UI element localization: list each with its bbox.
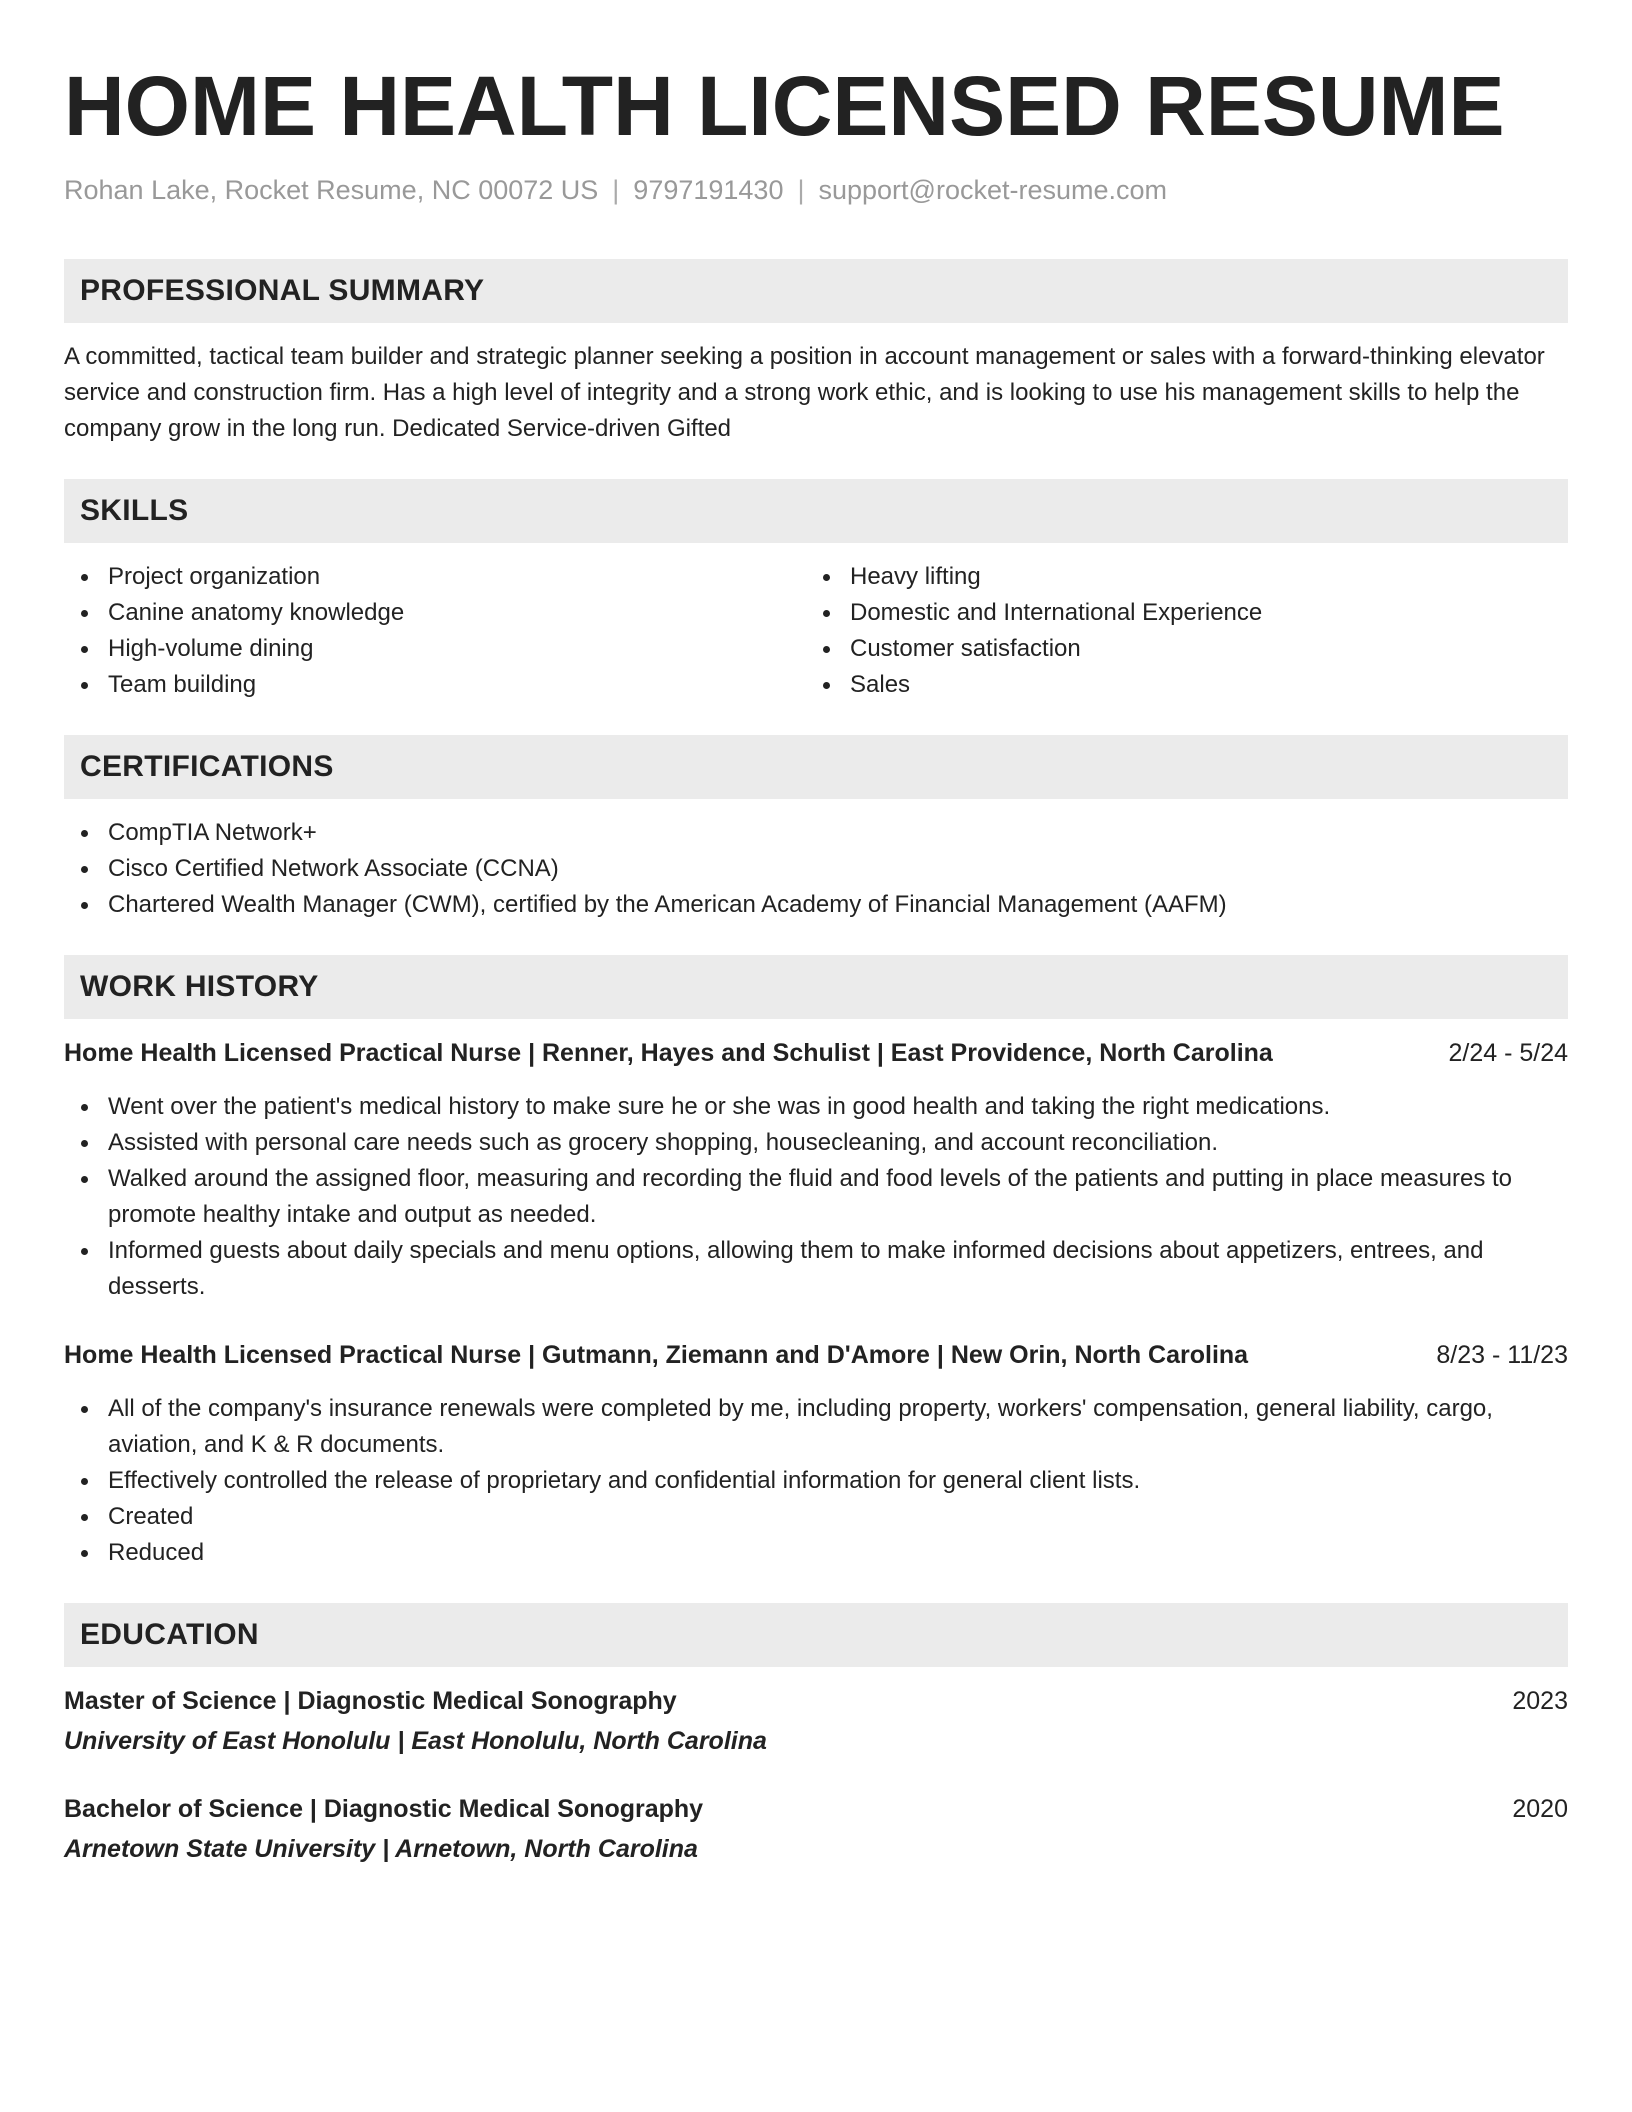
job-title: Home Health Licensed Practical Nurse | Renner, Hayes and Schulist | East Providence, North Carolina — [64, 1039, 1273, 1067]
education-school: University of East Honolulu | East Honolulu, North Carolina — [64, 1727, 767, 1755]
certification-item: Chartered Wealth Manager (CWM), certified by the American Academy of Financial Management (AAFM) — [64, 887, 1568, 923]
skills-column-left — [64, 559, 806, 703]
job-bullets — [64, 1089, 1568, 1305]
job-entry — [64, 1035, 1568, 1305]
resume-page — [64, 0, 1568, 1867]
contact-email: support@rocket-resume.com — [818, 175, 1168, 205]
section-heading-skills: SKILLS — [64, 479, 1568, 543]
job-dates: 8/23 - 11/23 — [1436, 1341, 1568, 1369]
education-year: 2023 — [1512, 1687, 1568, 1715]
skill-item: Customer satisfaction — [806, 631, 1548, 667]
job-bullets — [64, 1391, 1568, 1571]
job-header — [64, 1337, 1568, 1373]
education-school: Arnetown State University | Arnetown, North Carolina — [64, 1835, 698, 1863]
job-bullet: Walked around the assigned floor, measuring and recording the fluid and food levels of the patients and putting in place measures to promote healthy intake and output as needed. — [64, 1161, 1568, 1233]
skills-list — [64, 559, 1568, 703]
skill-item: Canine anatomy knowledge — [64, 595, 806, 631]
contact-line — [64, 172, 1568, 208]
job-bullet: Went over the patient's medical history to make sure he or she was in good health and taking the right medications. — [64, 1089, 1568, 1125]
section-heading-work-history: WORK HISTORY — [64, 955, 1568, 1019]
job-bullet: Informed guests about daily specials and menu options, allowing them to make informed decisions about appetizers, entrees, and desserts. — [64, 1233, 1568, 1305]
summary-text: A committed, tactical team builder and strategic planner seeking a position in account management or sales with a forward-thinking elevator service and construction firm. Has a high level of integrity and a strong work ethic, and is looking to use his management skills to help the company grow in the long run. Dedicated Service-driven Gifted — [64, 343, 1545, 442]
job-bullet: All of the company's insurance renewals were completed by me, including property, workers' compensation, general liability, cargo, aviation, and K & R documents. — [64, 1391, 1568, 1463]
education-degree: Master of Science | Diagnostic Medical Sonography — [64, 1687, 677, 1715]
education-header — [64, 1683, 1568, 1719]
job-header — [64, 1035, 1568, 1071]
job-bullet: Created — [64, 1499, 1568, 1535]
certification-item: Cisco Certified Network Associate (CCNA) — [64, 851, 1568, 887]
job-bullet: Reduced — [64, 1535, 1568, 1571]
certifications-list — [64, 815, 1568, 923]
skill-item: Project organization — [64, 559, 806, 595]
section-heading-certifications: CERTIFICATIONS — [64, 735, 1568, 799]
education-degree: Bachelor of Science | Diagnostic Medical Sonography — [64, 1795, 704, 1823]
job-dates: 2/24 - 5/24 — [1448, 1039, 1568, 1067]
education-header — [64, 1791, 1568, 1827]
contact-separator: | — [797, 175, 805, 205]
skill-item: High-volume dining — [64, 631, 806, 667]
section-heading-education: EDUCATION — [64, 1603, 1568, 1667]
job-title: Home Health Licensed Practical Nurse | Gutmann, Ziemann and D'Amore | New Orin, North Carolina — [64, 1341, 1249, 1369]
contact-phone: 9797191430 — [633, 175, 784, 205]
education-entry — [64, 1683, 1568, 1759]
skill-item: Sales — [806, 667, 1548, 703]
resume-title: HOME HEALTH LICENSED RESUME — [64, 59, 1505, 153]
skill-item: Heavy lifting — [806, 559, 1548, 595]
job-entry — [64, 1337, 1568, 1571]
job-bullet: Assisted with personal care needs such as grocery shopping, housecleaning, and account reconciliation. — [64, 1125, 1568, 1161]
skill-item: Team building — [64, 667, 806, 703]
skills-column-right — [806, 559, 1548, 703]
contact-address: Rohan Lake, Rocket Resume, NC 00072 US — [64, 175, 599, 205]
skill-item: Domestic and International Experience — [806, 595, 1548, 631]
contact-separator: | — [612, 175, 620, 205]
education-entry — [64, 1791, 1568, 1867]
education-year: 2020 — [1512, 1795, 1568, 1823]
job-bullet: Effectively controlled the release of proprietary and confidential information for general client lists. — [64, 1463, 1568, 1499]
section-heading-summary: PROFESSIONAL SUMMARY — [64, 259, 1568, 323]
certification-item: CompTIA Network+ — [64, 815, 1568, 851]
